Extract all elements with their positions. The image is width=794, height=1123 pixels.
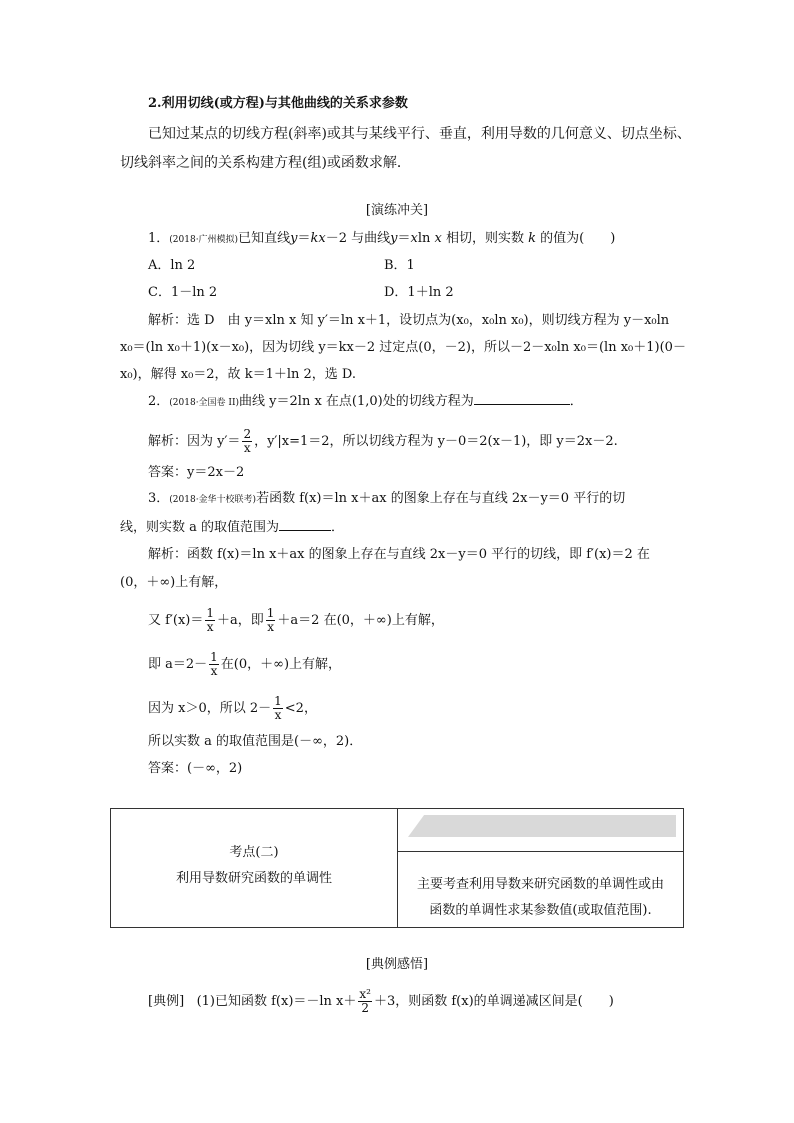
fraction-2-over-x: $\frac{2}{x}$ xyxy=(243,427,252,455)
kaodian-subtitle: 利用导数研究函数的单调性 xyxy=(175,871,332,886)
kaodian-box xyxy=(110,808,684,928)
question-3-line-1: 3．(2018·金华十校联考)若函数 f(x)＝ln x＋ax 的图象上存在与直线 2x－y＝0 平行的切 xyxy=(148,491,626,506)
kaodian-title: 考点(二) xyxy=(229,845,279,860)
example-title: [典例感悟] xyxy=(365,957,429,972)
q1-solution-line-2: x₀＝(ln x₀＋1)(x－x₀)，因为切线 y＝kx－2 过定点(0，－2)，所以－2－x₀ln x₀＝(ln x₀＋1)(0－ xyxy=(120,340,686,355)
q2-solution: 解析：因为 y′＝ $\frac{2}{x}$ ，y′|x=1＝2，所以切线方程为 y－0＝2(x－1)，即 y＝2x－2. xyxy=(148,427,618,455)
q2-answer-blank xyxy=(474,392,570,405)
q1-option-a: A．ln 2 xyxy=(148,258,196,273)
section-heading: 2.利用切线(或方程)与其他曲线的关系求参数 xyxy=(148,96,408,111)
kaodian-title-cell xyxy=(111,809,398,927)
fraction-x2-over-2: $\frac{\text{x²}}{2}$ xyxy=(359,987,371,1015)
fraction-1-over-x: $\frac{1}{x}$ xyxy=(266,606,275,634)
q3-solution-line-2: (0，＋∞)上有解， xyxy=(120,575,228,590)
q3-answer: 答案：(－∞，2) xyxy=(148,761,243,776)
kaodian-desc-cell xyxy=(398,809,683,927)
q3-solution-line-5: 因为 x＞0，所以 2－ $\frac{1}{x}$ <2， xyxy=(148,694,317,722)
q3-answer-blank xyxy=(279,518,331,531)
question-1: 1．(2018·广州模拟)已知直线y＝kx－2 与曲线y＝xln x 相切，则实数 k 的值为( ) xyxy=(148,231,616,246)
q3-solution-line-3: 又 f′(x)＝ $\frac{1}{x}$ ＋a，即 $\frac{1}{x}$ ＋a＝2 在(0，＋∞)上有解， xyxy=(148,606,444,634)
fraction-1-over-x: $\frac{1}{x}$ xyxy=(206,606,215,634)
q1-solution-line-1: 解析：选 D 由 y＝xln x 知 y′＝ln x＋1，设切点为(x₀，x₀ln x₀)，则切线方程为 y－x₀ln xyxy=(148,313,670,328)
intro-paragraph-line-2: 切线斜率之间的关系构建方程(组)或函数求解． xyxy=(120,155,411,171)
example-question: [典例] (1)已知函数 f(x)＝－ln x＋ $\frac{\text{x²}}{2}$ ＋3，则函数 f(x)的单调递减区间是( ) xyxy=(148,987,614,1015)
fraction-1-over-x: $\frac{1}{x}$ xyxy=(274,694,282,722)
divider xyxy=(398,851,683,852)
question-2: 2．(2018·全国卷 II)曲线 y＝2ln x 在点(1,0)处的切线方程为 ． xyxy=(148,394,583,409)
kaodian-desc-line-1: 主要考查利用导数来研究函数的单调性或由 xyxy=(416,877,664,892)
intro-paragraph-line-1: 已知过某点的切线方程(斜率)或其与某线平行、垂直，利用导数的几何意义、切点坐标、 xyxy=(148,126,691,142)
q1-option-d: D．1＋ln 2 xyxy=(384,285,454,300)
q2-source: (2018·全国卷 II) xyxy=(169,398,240,408)
q1-number: 1． xyxy=(148,231,170,246)
practice-title: [演练冲关] xyxy=(365,203,429,218)
q1-option-b: B．1 xyxy=(384,258,415,273)
q2-answer: 答案：y＝2x－2 xyxy=(148,465,245,480)
q3-solution-line-6: 所以实数 a 的取值范围是(－∞，2)． xyxy=(148,734,363,749)
question-3-line-2: 线，则实数 a 的取值范围为 ． xyxy=(120,520,345,535)
q3-solution-line-4: 即 a＝2－ $\frac{1}{x}$ 在(0，＋∞)上有解， xyxy=(148,650,342,678)
q3-source: (2018·金华十校联考) xyxy=(169,495,257,505)
q1-source: (2018·广州模拟) xyxy=(169,235,239,245)
q1-option-c: C．1－ln 2 xyxy=(148,285,218,300)
decorative-grey-banner xyxy=(408,815,676,837)
q3-solution-line-1: 解析：函数 f(x)＝ln x＋ax 的图象上存在与直线 2x－y＝0 平行的切线，即 f′(x)＝2 在 xyxy=(148,547,650,562)
fraction-1-over-x: $\frac{1}{x}$ xyxy=(210,650,218,678)
q1-solution-line-3: x₀)，解得 x₀＝2，故 k＝1＋ln 2，选 D. xyxy=(120,367,356,382)
example-tag: [典例] xyxy=(148,994,185,1009)
kaodian-desc-line-2: 函数的单调性求某参数值(或取值范围). xyxy=(429,903,652,918)
